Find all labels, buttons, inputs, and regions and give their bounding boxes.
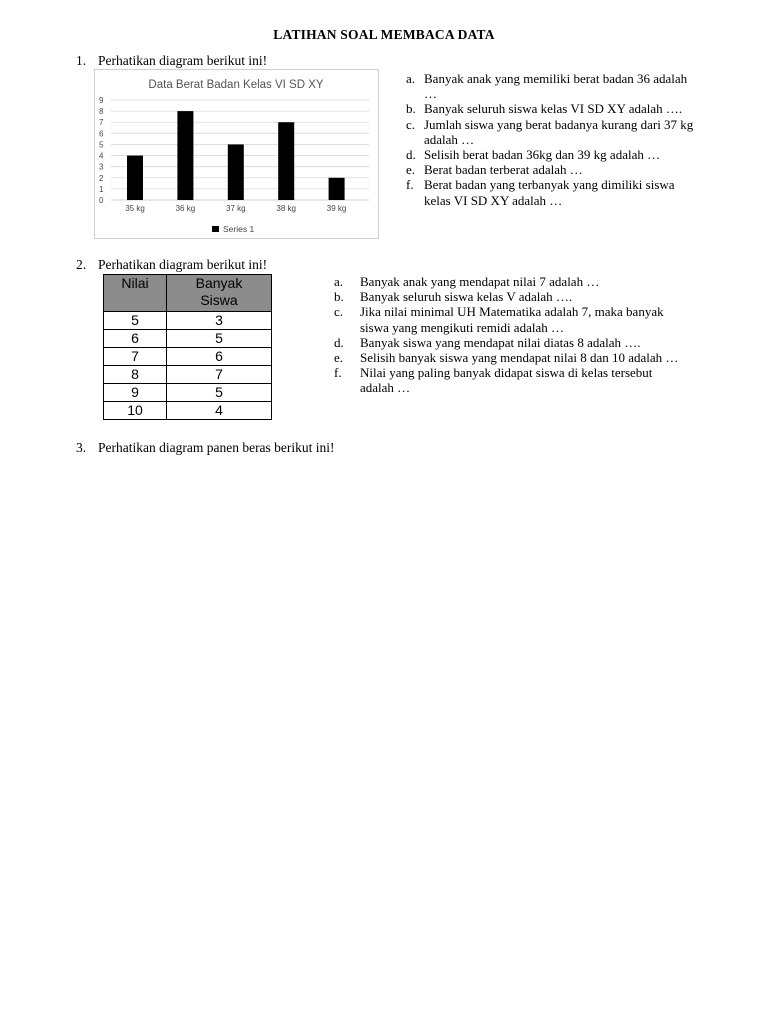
x-tick-label: 39 kg (326, 204, 347, 213)
question-3-text: Perhatikan diagram panen beras berikut ini! (98, 440, 335, 455)
y-tick-label: 2 (99, 173, 104, 183)
table-row (104, 312, 272, 330)
cell-nilai: 10 (104, 402, 167, 420)
bar-chart-svg (95, 70, 378, 238)
page-title: LATIHAN SOAL MEMBACA DATA (273, 27, 495, 42)
item-text: Selisih berat badan 36kg dan 39 kg adalah … (424, 147, 661, 163)
item-text: Banyak seluruh siswa kelas V adalah …. (360, 289, 573, 305)
item-text: Berat badan terberat adalah … (424, 162, 583, 178)
item-text: Jumlah siswa yang berat badanya kurang dari 37 kg adalah … (424, 116, 694, 147)
list-item (406, 162, 706, 177)
x-tick-label: 36 kg (175, 204, 196, 213)
item-text: Berat badan yang terbanyak yang dimiliki siswa kelas VI SD XY adalah … (424, 177, 675, 208)
list-item (334, 350, 714, 365)
question-1-text: Perhatikan diagram berikut ini! (98, 53, 268, 68)
y-tick-label: 3 (99, 162, 104, 172)
list-item (406, 101, 706, 116)
item-label: f. (334, 365, 342, 381)
item-label: b. (406, 101, 416, 117)
item-text: Selisih banyak siswa yang mendapat nilai 8 dan 10 adalah … (360, 350, 679, 366)
cell-nilai: 7 (104, 348, 167, 366)
question-1-items (406, 71, 706, 208)
score-table (103, 274, 272, 420)
y-tick-label: 9 (99, 96, 104, 105)
chart-title: Data Berat Badan Kelas VI SD XY (148, 79, 324, 91)
legend-label: Series 1 (223, 224, 255, 234)
list-item (334, 365, 714, 395)
item-text: Jika nilai minimal UH Matematika adalah 7, maka banyak siswa yang mengikuti remidi adalah … (360, 304, 664, 335)
bar (228, 144, 244, 200)
list-item (406, 71, 706, 101)
cell-banyak-siswa: 7 (167, 366, 272, 384)
table-row (104, 348, 272, 366)
cell-banyak-siswa: 3 (167, 312, 272, 330)
item-label: b. (334, 289, 344, 305)
header-banyak-siswa: Banyak Siswa (167, 275, 272, 312)
list-item (406, 117, 706, 147)
cell-nilai: 5 (104, 312, 167, 330)
table-row (104, 402, 272, 420)
item-label: c. (406, 116, 416, 132)
item-label: c. (334, 304, 344, 320)
item-text: Banyak siswa yang mendapat nilai diatas 8 adalah …. (360, 334, 641, 350)
question-1-number: 1. (76, 53, 87, 68)
table-header-row (104, 275, 272, 312)
bar (329, 178, 345, 200)
y-tick-label: 1 (99, 184, 104, 194)
y-tick-label: 5 (99, 140, 104, 150)
question-2-text: Perhatikan diagram berikut ini! (98, 257, 268, 272)
table-row (104, 330, 272, 348)
question-2-number: 2. (76, 257, 87, 272)
legend-swatch (212, 226, 219, 232)
x-tick-label: 37 kg (226, 204, 246, 213)
item-label: e. (334, 350, 344, 366)
bar (127, 156, 143, 200)
item-label: a. (334, 274, 344, 289)
cell-nilai: 6 (104, 330, 167, 348)
cell-nilai: 9 (104, 384, 167, 402)
question-3-number: 3. (76, 440, 87, 455)
item-label: a. (406, 71, 416, 86)
cell-banyak-siswa: 6 (167, 348, 272, 366)
list-item (334, 304, 714, 334)
cell-banyak-siswa: 5 (167, 330, 272, 348)
x-tick-label: 35 kg (125, 204, 145, 213)
bar-chart (94, 69, 379, 239)
item-label: f. (406, 177, 414, 193)
list-item (406, 147, 706, 162)
cell-banyak-siswa: 4 (167, 402, 272, 420)
list-item (334, 335, 714, 350)
cell-nilai: 8 (104, 366, 167, 384)
header-nilai: Nilai (104, 275, 167, 312)
table-row (104, 366, 272, 384)
item-label: e. (406, 162, 416, 178)
item-label: d. (334, 334, 344, 350)
bar (278, 122, 294, 200)
bar (177, 111, 193, 200)
y-tick-label: 4 (99, 151, 104, 161)
item-text: Banyak anak yang memiliki berat badan 36 adalah … (424, 71, 688, 102)
y-tick-label: 0 (99, 196, 104, 205)
table-row (104, 384, 272, 402)
y-tick-label: 6 (99, 129, 104, 139)
list-item (334, 289, 714, 304)
question-2-items (334, 274, 714, 396)
list-item (406, 177, 706, 207)
item-text: Banyak seluruh siswa kelas VI SD XY adalah …. (424, 101, 683, 117)
x-tick-label: 38 kg (276, 204, 296, 213)
item-label: d. (406, 147, 416, 163)
y-tick-label: 7 (99, 118, 104, 128)
y-tick-label: 8 (99, 107, 104, 117)
cell-banyak-siswa: 5 (167, 384, 272, 402)
list-item (334, 274, 714, 289)
item-text: Banyak anak yang mendapat nilai 7 adalah … (360, 274, 600, 289)
item-text: Nilai yang paling banyak didapat siswa di kelas tersebut adalah … (360, 365, 653, 396)
